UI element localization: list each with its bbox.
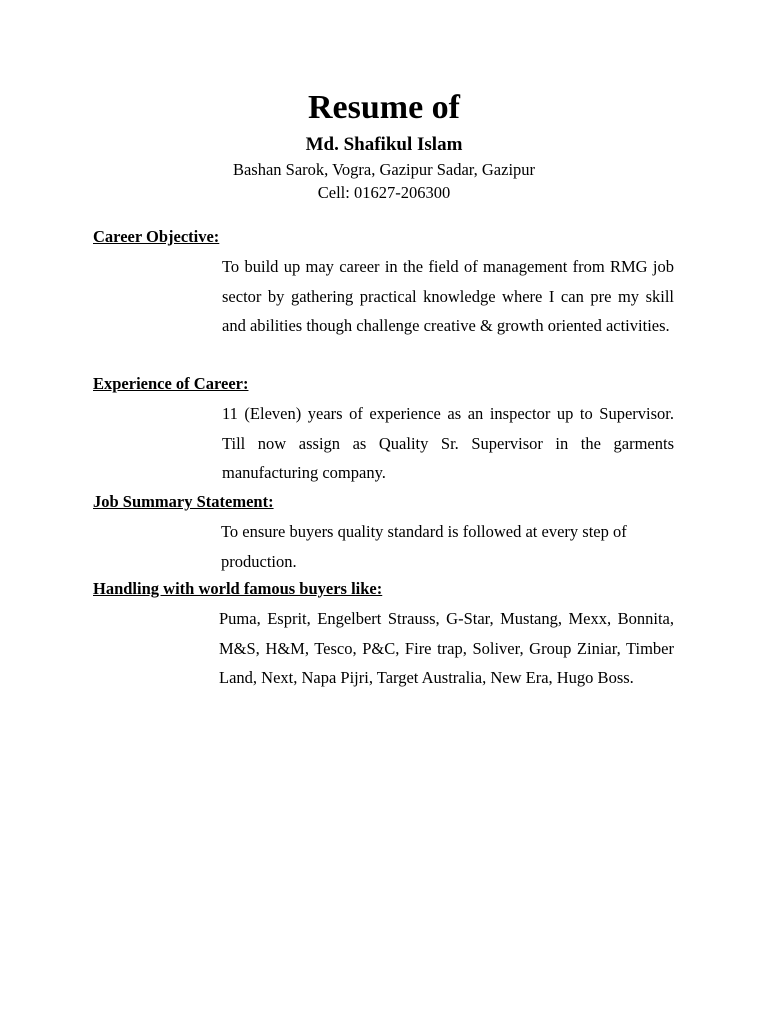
buyers-heading: Handling with world famous buyers like: [93,579,383,598]
buyers-text: Puma, Esprit, Engelbert Strauss, G-Star, Mustang, Mexx, Bonnita, M&S, H&M, Tesco, P&C, Fire trap, Soliver, Group Ziniar, Timber Land, Next, Napa Pijri, Target Australia, New Era, Hugo Boss. [219,609,674,687]
candidate-name: Md. Shafikul Islam [305,134,463,155]
job-summary-heading: Job Summary Statement: [93,492,274,511]
job-summary-text: To ensure buyers quality standard is followed at every step of production. [221,522,627,571]
career-objective-text: To build up may career in the field of management from RMG job sector by gathering practical knowledge where I can pre my skill and abilities though challenge creative & growth oriented activities. [222,257,674,335]
candidate-phone: Cell: 01627-206300 [317,183,451,202]
experience-heading: Experience of Career: [93,374,249,393]
candidate-address: Bashan Sarok, Vogra, Gazipur Sadar, Gazipur [232,160,536,179]
experience-text: 11 (Eleven) years of experience as an inspector up to Supervisor. Till now assign as Quality Sr. Supervisor in the garments manufacturing company. [222,404,674,482]
resume-title: Resume of [307,89,461,126]
career-objective-heading: Career Objective: [93,227,220,246]
